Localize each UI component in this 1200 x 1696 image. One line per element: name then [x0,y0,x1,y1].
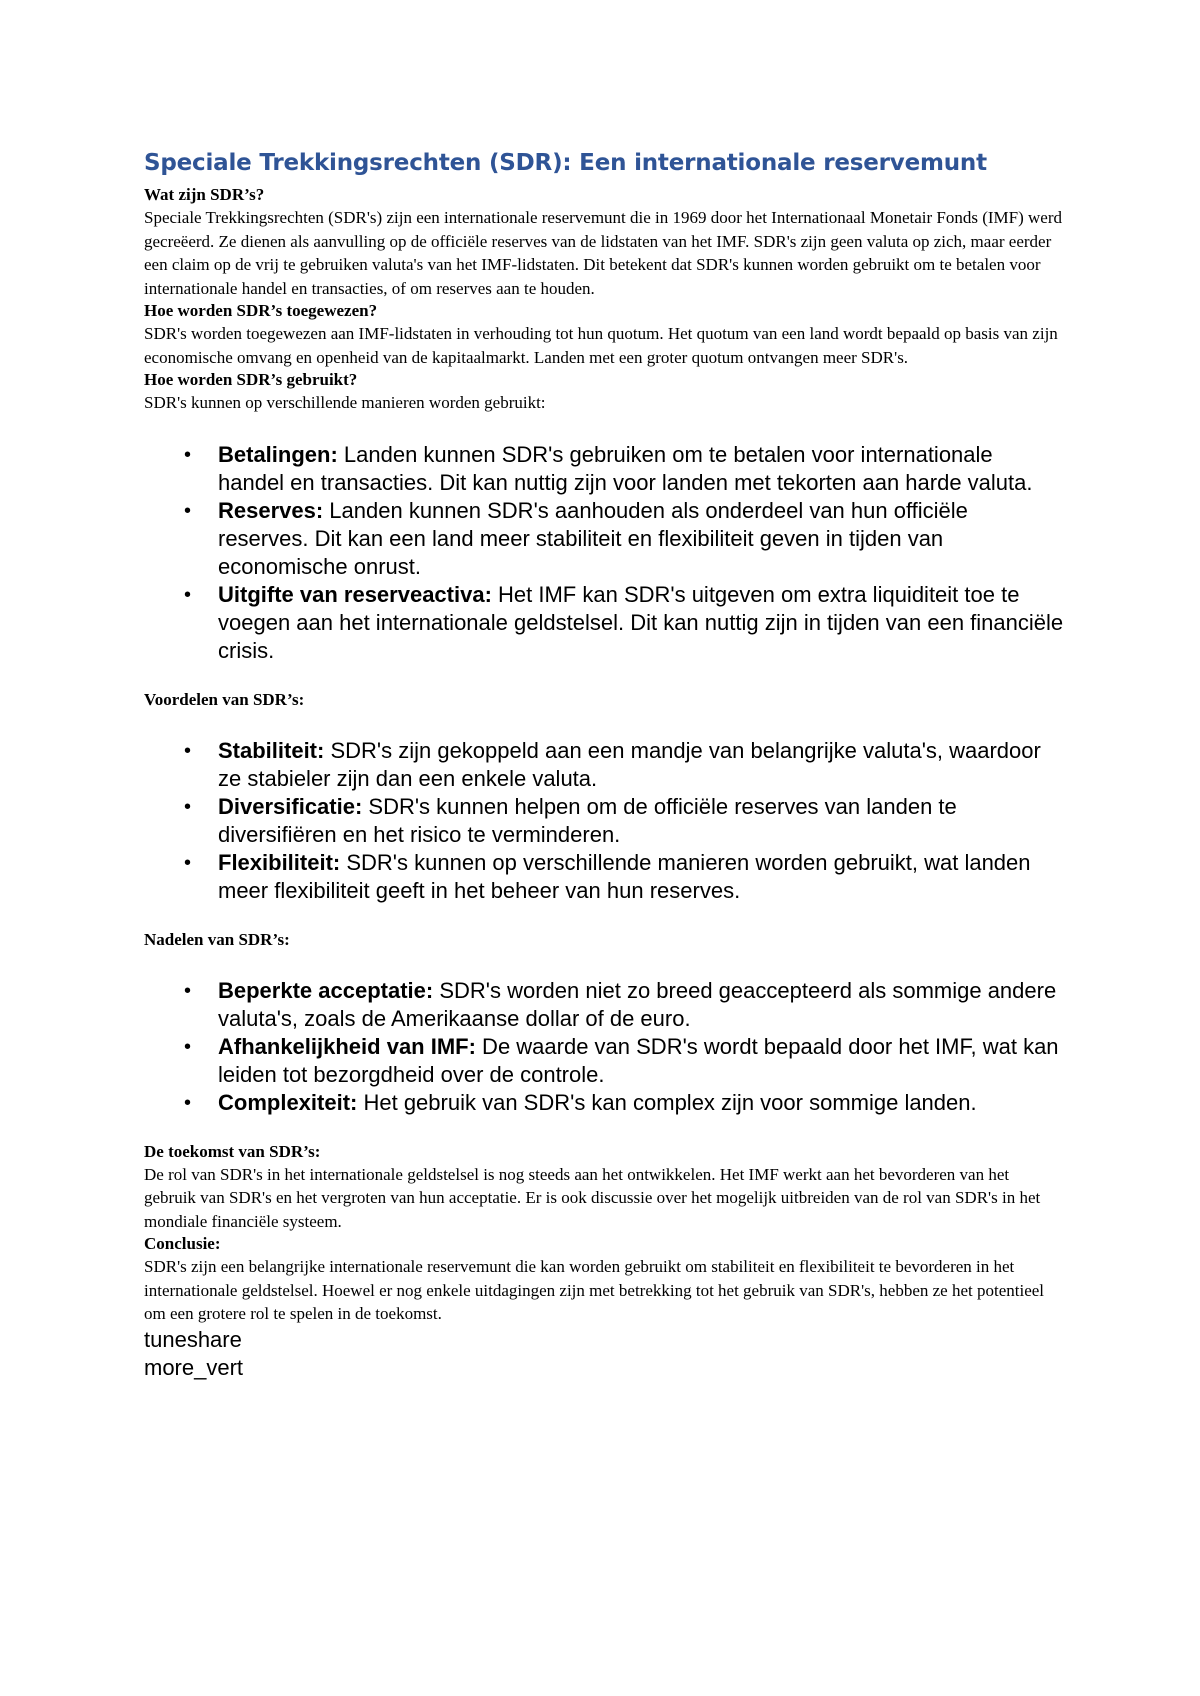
bullet-icon: • [184,443,192,466]
list-item [144,977,1064,1033]
list-item-text: Landen kunnen SDR's gebruiken om te betalen voor internationale handel en transacties. Dit kan nuttig zijn voor landen met tekorten aan harde valuta. [218,441,1033,495]
list-item-text: SDR's worden niet zo breed geaccepteerd als sommige andere valuta's, zoals de Amerikaanse dollar of de euro. [218,977,1057,1031]
list-item-text: SDR's kunnen op verschillende manieren worden gebruikt, wat landen meer flexibiliteit geeft in het beheer van hun reserves. [218,849,1031,903]
bullet-icon: • [184,851,192,874]
heading-toekomst: De toekomst van SDR’s: [144,1141,321,1161]
nadelen-list [144,977,1064,1117]
heading-gebruikt: Hoe worden SDR’s gebruikt? [144,370,358,389]
list-item [144,1033,1064,1089]
heading-conclusie: Conclusie: [144,1234,221,1253]
bullet-icon: • [184,499,192,522]
list-item-text: De waarde van SDR's wordt bepaald door het IMF, wat kan leiden tot bezorgdheid over de controle. [218,1033,1059,1087]
list-item-term: Beperkte acceptatie: [218,977,434,1003]
bullet-icon: • [184,1091,192,1114]
list-item-term: Uitgifte van reserveactiva: [218,581,492,607]
list-item-term: Reserves: [218,497,324,523]
paragraph-gebruikt: SDR's kunnen op verschillende manieren worden gebruikt: [144,393,546,412]
list-item-term: Afhankelijkheid van IMF: [218,1033,476,1059]
paragraph-conclusie: SDR's zijn een belangrijke internationale reservemunt die kan worden gebruikt om stabiliteit en flexibiliteit te bevorderen in het internationale geldstelsel. Hoewel er nog enkele uitdagingen zijn met betrekking tot het gebruik van SDR's, hebben ze het potentieel om een grotere rol te spelen in de toekomst. [144,1257,1045,1323]
bullet-icon: • [184,795,192,818]
list-item-term: Betalingen: [218,441,338,467]
list-item [144,793,1064,849]
list-item-term: Flexibiliteit: [218,849,341,875]
usage-list [144,441,1064,665]
bullet-icon: • [184,583,192,606]
document-page [144,148,1064,1382]
heading-voordelen: Voordelen van SDR’s: [144,689,305,709]
list-item-text: SDR's kunnen helpen om de officiële reserves van landen te diversifiëren en het risico te verminderen. [218,793,957,847]
list-item [144,737,1064,793]
list-item-text: Landen kunnen SDR's aanhouden als onderdeel van hun officiële reserves. Dit kan een land meer stabiliteit en flexibiliteit geven in tijden van economische onrust. [218,497,968,579]
bullet-icon: • [184,979,192,1002]
list-item [144,1089,1064,1117]
list-item-term: Diversificatie: [218,793,363,819]
list-item-term: Complexiteit: [218,1089,358,1115]
paragraph-toegewezen: SDR's worden toegewezen aan IMF-lidstaten in verhouding tot hun quotum. Het quotum van een land wordt bepaald op basis van zijn economische omvang en openheid van de kapitaalmarkt. Landen met een groter quotum ontvangen meer SDR's. [144,324,1058,367]
trailing-text-tuneshare: tuneshare [144,1326,242,1352]
list-item [144,849,1064,905]
list-item-text: Het IMF kan SDR's uitgeven om extra liquiditeit toe te voegen aan het internationale geldstelsel. Dit kan nuttig zijn in tijden van een financiële crisis. [218,581,1064,663]
document-title: Speciale Trekkingsrechten (SDR): Een internationale reservemunt [144,150,987,176]
trailing-text-more-vert: more_vert [144,1354,244,1380]
list-item-text: Het gebruik van SDR's kan complex zijn voor sommige landen. [357,1089,977,1115]
heading-nadelen: Nadelen van SDR’s: [144,929,290,949]
list-item-text: SDR's zijn gekoppeld aan een mandje van belangrijke valuta's, waardoor ze stabieler zijn dan een enkele valuta. [218,737,1041,791]
bullet-icon: • [184,1035,192,1058]
list-item [144,581,1064,665]
voordelen-list [144,737,1064,905]
heading-wat-zijn: Wat zijn SDR’s? [144,185,265,204]
paragraph-toekomst: De rol van SDR's in het internationale geldstelsel is nog steeds aan het ontwikkelen. Het IMF werkt aan het bevorderen van het gebruik van SDR's en het vergroten van hun acceptatie. Er is ook discussie over het mogelijk uitbreiden van de rol van SDR's in het mondiale financiële systeem. [144,1164,1041,1231]
heading-toegewezen: Hoe worden SDR’s toegewezen? [144,301,378,320]
list-item [144,497,1064,581]
paragraph-wat-zijn: Speciale Trekkingsrechten (SDR's) zijn een internationale reservemunt die in 1969 door het Internationaal Monetair Fonds (IMF) werd gecreëerd. Ze dienen als aanvulling op de officiële reserves van de lidstaten van het IMF. SDR's zijn geen valuta op zich, maar eerder een claim op de vrij te gebruiken valuta's van het IMF-lidstaten. Dit betekent dat SDR's kunnen worden gebruikt om te betalen voor internationale handel en transacties, of om reserves aan te houden. [144,208,1062,298]
list-item-term: Stabiliteit: [218,737,325,763]
bullet-icon: • [184,739,192,762]
list-item [144,441,1064,497]
